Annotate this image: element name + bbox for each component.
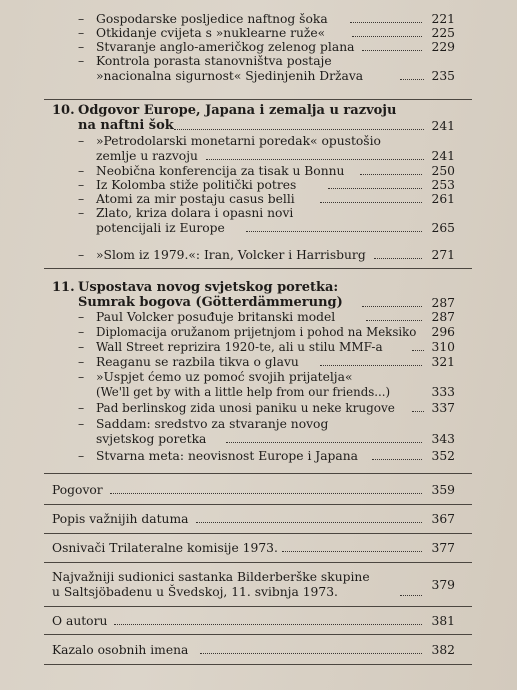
dot-leader (362, 49, 422, 51)
toc-item-page: 261 (431, 192, 455, 206)
dash-marker: – (78, 401, 85, 415)
back-matter-title-line: u Saltsjöbadenu u Švedskoj, 11. svibnja 1973. (52, 585, 338, 599)
dot-leader (374, 257, 422, 259)
toc-item-page: 250 (431, 164, 455, 178)
dash-marker: – (78, 248, 85, 262)
back-matter-title: O autoru (52, 614, 108, 628)
back-matter-page: 382 (431, 643, 455, 657)
toc-item-title: Reaganu se razbila tikva o glavu (96, 355, 299, 369)
dot-leader (110, 492, 422, 494)
dot-leader (366, 319, 422, 321)
back-matter-title: Popis važnijih datuma (52, 512, 189, 526)
chapter-title-line: Uspostava novog svjetskog poretka: (78, 280, 339, 295)
toc-item-page: 337 (431, 401, 455, 415)
dot-leader (320, 364, 422, 366)
toc-item-title-line: »Petrodolarski monetarni poredak« opustošio (96, 134, 381, 148)
chapter-title-line: Sumrak bogova (Götterdämmerung) (78, 295, 343, 310)
back-matter-page: 381 (431, 614, 455, 628)
section-divider (44, 664, 472, 665)
toc-item-title-line: Kontrola porasta stanovništva postaje (96, 54, 332, 68)
toc-item-title-line: potencijali iz Europe (96, 221, 225, 235)
toc-item-title: Gospodarske posljedice naftnog šoka (96, 12, 328, 26)
toc-item-title: Otkidanje cvijeta s »nuklearne ruže« (96, 26, 326, 40)
back-matter-page: 377 (431, 541, 455, 555)
dot-leader (320, 201, 422, 203)
dot-leader (350, 21, 422, 23)
toc-item-title: Pad berlinskog zida unosi paniku u neke krugove (96, 401, 395, 415)
dash-marker: – (78, 206, 85, 220)
section-divider (44, 533, 472, 534)
dot-leader (360, 173, 422, 175)
toc-item-title-line: svjetskog poretka (96, 432, 207, 446)
toc-item-page: 296 (431, 325, 455, 339)
dot-leader (412, 349, 424, 351)
dash-marker: – (78, 134, 85, 148)
dash-marker: – (78, 340, 85, 354)
dot-leader (412, 410, 424, 412)
dot-leader (200, 652, 422, 654)
chapter-page: 241 (431, 119, 455, 133)
dot-leader (174, 128, 424, 130)
section-divider (44, 268, 472, 269)
dot-leader (400, 78, 424, 80)
dot-leader (226, 441, 422, 443)
dot-leader (400, 594, 422, 596)
back-matter-title: Osnivači Trilateralne komisije 1973. (52, 541, 278, 555)
toc-item-page: 225 (431, 26, 455, 40)
dash-marker: – (78, 417, 85, 431)
toc-item-page: 221 (431, 12, 455, 26)
dot-leader (362, 305, 422, 307)
toc-item-page: 343 (431, 432, 455, 446)
dash-marker: – (78, 164, 85, 178)
chapter-title-line: na naftni šok (78, 118, 174, 133)
toc-item-title: Atomi za mir postaju casus belli (96, 192, 295, 206)
dot-leader (206, 158, 424, 160)
dash-marker: – (78, 54, 85, 68)
toc-item-page: 352 (431, 449, 455, 463)
back-matter-page: 379 (431, 578, 455, 592)
dash-marker: – (78, 192, 85, 206)
section-divider (44, 634, 472, 635)
toc-item-page: 287 (431, 310, 455, 324)
dash-marker: – (78, 355, 85, 369)
toc-item-title: Iz Kolomba stiže politički potres (96, 178, 297, 192)
toc-item-page: 271 (431, 248, 455, 262)
dot-leader (196, 521, 422, 523)
section-divider (44, 606, 472, 607)
back-matter-title: Pogovor (52, 483, 103, 497)
toc-item-title-line: »nacionalna sigurnost« Sjedinjenih Država (96, 69, 364, 83)
toc-item-title-line: »Uspjet ćemo uz pomoć svojih prijatelja« (96, 370, 353, 384)
back-matter-title-line: Najvažniji sudionici sastanka Bilderberške skupine (52, 570, 370, 584)
dot-leader (114, 623, 422, 625)
section-divider (44, 504, 472, 505)
dot-leader (372, 458, 422, 460)
dot-leader (246, 230, 422, 232)
toc-item-title-line: Zlato, kriza dolara i opasni novi (96, 206, 294, 220)
section-divider (44, 473, 472, 474)
toc-item-title: Paul Volcker posuđuje britanski model (96, 310, 336, 324)
chapter-title-line: Odgovor Europe, Japana i zemalja u razvoju (78, 103, 397, 118)
toc-item-page: 333 (431, 385, 455, 399)
back-matter-page: 359 (431, 483, 455, 497)
toc-item-page: 321 (431, 355, 455, 369)
dash-marker: – (78, 40, 85, 54)
dot-leader (352, 35, 422, 37)
dash-marker: – (78, 325, 85, 339)
toc-item-title-line: zemlje u razvoju (96, 149, 198, 163)
chapter-number: 11. (52, 280, 75, 295)
section-divider (44, 562, 472, 563)
back-matter-page: 367 (431, 512, 455, 526)
chapter-number: 10. (52, 103, 75, 118)
toc-item-title: Wall Street reprizira 1920-te, ali u stilu MMF-a (96, 340, 383, 354)
toc-item-title: Stvaranje anglo-američkog zelenog plana (96, 40, 355, 54)
toc-item-title: Stvarna meta: neovisnost Europe i Japana (96, 449, 359, 463)
toc-item-page: 229 (431, 40, 455, 54)
dash-marker: – (78, 310, 85, 324)
toc-item-page: 235 (431, 69, 455, 83)
back-matter-title: Kazalo osobnih imena (52, 643, 189, 657)
toc-item-title-line: (We'll get by with a little help from our friends...) (96, 385, 391, 399)
toc-item-page: 241 (431, 149, 455, 163)
toc-item-title: Neobična konferencija za tisak u Bonnu (96, 164, 345, 178)
chapter-page: 287 (431, 296, 455, 310)
toc-item-page: 310 (431, 340, 455, 354)
toc-item-page: 253 (431, 178, 455, 192)
dash-marker: – (78, 449, 85, 463)
dash-marker: – (78, 178, 85, 192)
toc-item-title-line: Saddam: sredstvo za stvaranje novog (96, 417, 329, 431)
section-divider (44, 99, 472, 100)
dot-leader (328, 187, 422, 189)
dash-marker: – (78, 370, 85, 384)
dash-marker: – (78, 26, 85, 40)
toc-item-title: Diplomacija oružanom prijetnjom i pohod na Meksiko (96, 325, 417, 339)
toc-item-title: »Slom iz 1979.«: Iran, Volcker i Harrisburg (96, 248, 366, 262)
dash-marker: – (78, 12, 85, 26)
dot-leader (282, 550, 422, 552)
toc-item-page: 265 (431, 221, 455, 235)
